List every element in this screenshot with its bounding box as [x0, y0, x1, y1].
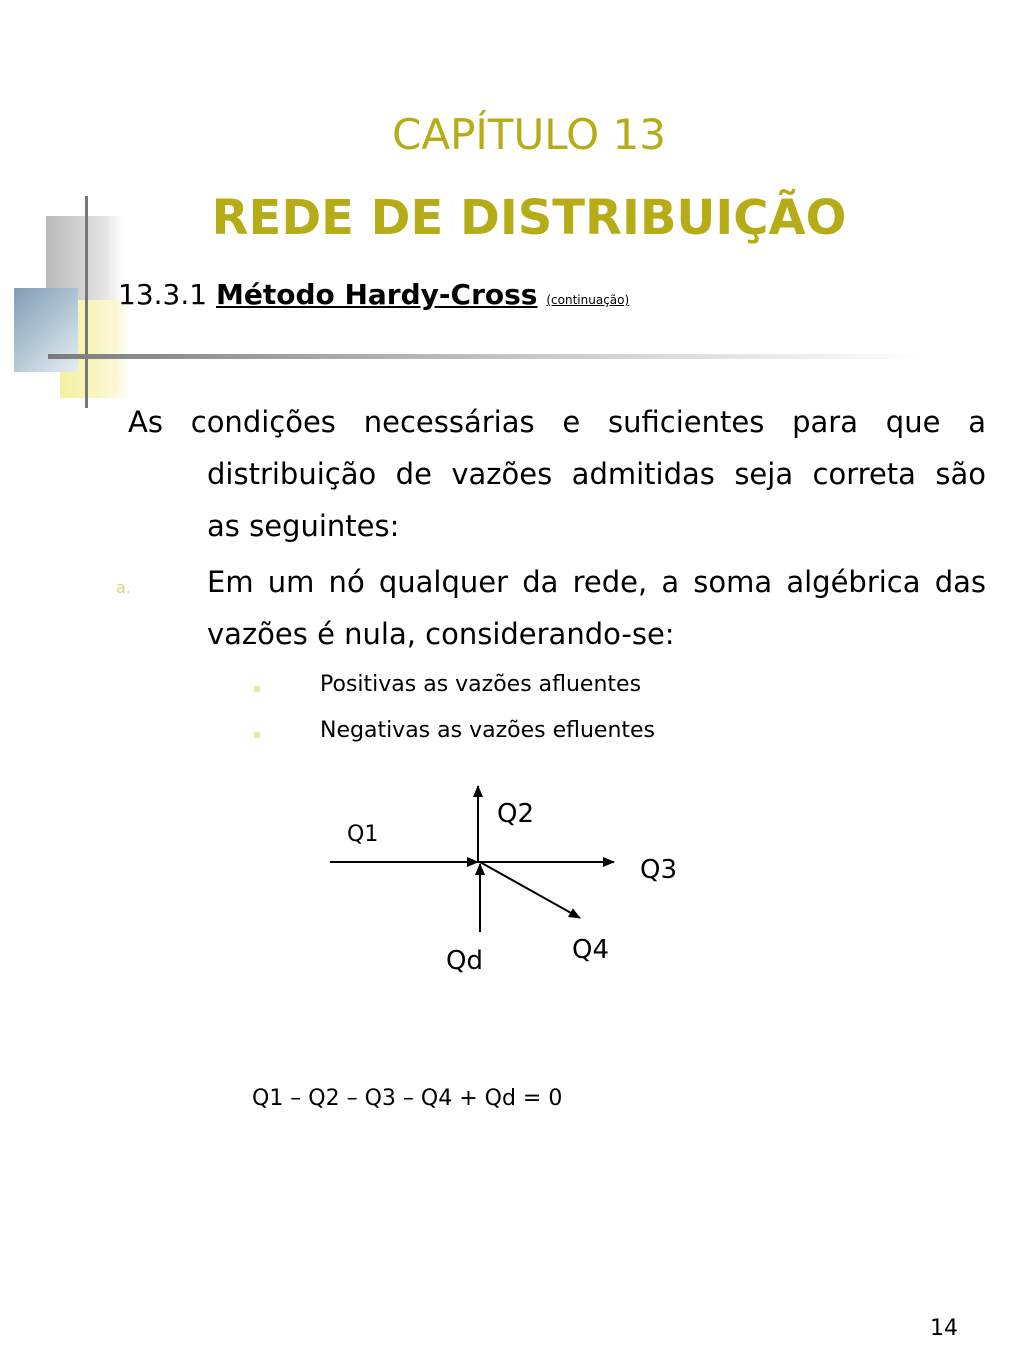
slide-title: REDE DE DISTRIBUIÇÃO [211, 190, 847, 246]
label-q2: Q2 [497, 799, 535, 829]
page-number: 14 [930, 1316, 958, 1341]
intro-line-2: distribuição de vazões admitidas seja correta são [207, 457, 986, 491]
balance-equation: Q1 – Q2 – Q3 – Q4 + Qd = 0 [252, 1086, 563, 1111]
section-number: 13.3.1 [118, 278, 208, 311]
label-q4: Q4 [572, 935, 610, 965]
arrow-q4 [480, 862, 580, 918]
chapter-heading: CAPÍTULO 13 [392, 110, 666, 159]
intro-line-3: as seguintes: [207, 509, 400, 543]
label-qd: Qd [446, 946, 483, 976]
section-note: (continuação) [546, 293, 630, 307]
item-marker: a. [116, 578, 131, 597]
intro-line-1: As condições necessárias e suficientes para que a [128, 405, 986, 439]
bullet-item: Negativas as vazões efluentes [320, 718, 656, 743]
item-text: Em um nó qualquer da rede, a soma algébrica das vazões é nula, considerando-se: [207, 565, 986, 651]
label-q1: Q1 [347, 822, 379, 847]
label-q3: Q3 [640, 855, 678, 885]
section-name: Método Hardy-Cross [215, 278, 538, 311]
bullet-item: Positivas as vazões afluentes [320, 672, 642, 697]
